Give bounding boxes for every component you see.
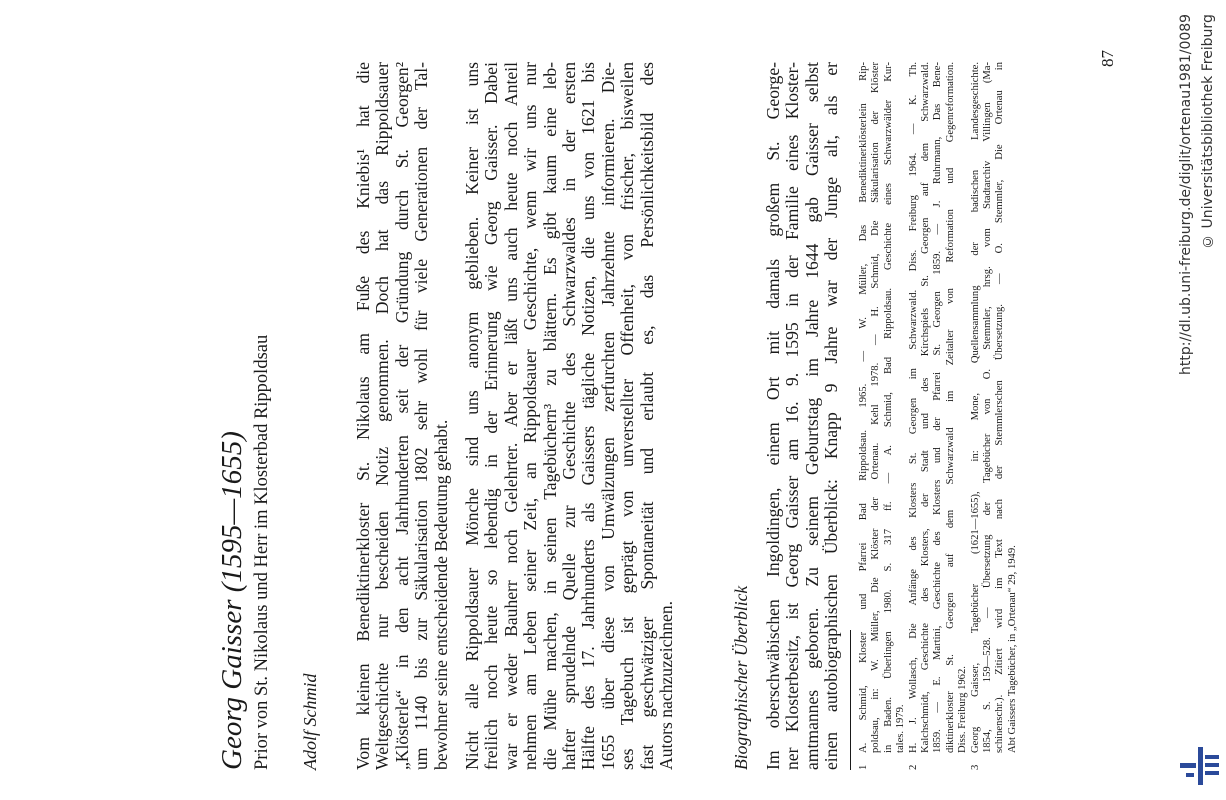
footnote-line: Diss. Freiburg 1962. bbox=[957, 666, 969, 753]
text-line: „Klösterle“ in den acht Jahrhunderten seit der Gründung durch St. Georgen² bbox=[391, 62, 412, 770]
footnote-number: 2 bbox=[907, 764, 919, 770]
text-line: einen autobiographischen Überblick: Knapp 9 Jahre war der Junge alt, als er bbox=[821, 62, 842, 770]
text-line: bewohner seine entscheidende Bedeutung gehabt. bbox=[430, 419, 451, 770]
footnote-line: 1859. — E. Martini, Geschichte des Klosters und der Pfarrei St. Georgen 1859. — J. Ruhrmann, Das Bene- bbox=[932, 62, 944, 753]
text-line: nehmen am Leben seiner Zeit, an Rippoldsauer Geschichte, wenn wir uns nur bbox=[520, 62, 541, 770]
footnote-line: Georg Gaisser, Tagebücher (1621—1655), in: Mone, Quellensammlung der badischen Landesgeschichte. bbox=[969, 62, 981, 753]
article-title: Georg Gaisser (1595—1655) bbox=[216, 431, 248, 770]
footnote-line: A. Schmid, Kloster und Pfarrei Bad Rippoldsau. 1965. — W. Müller, Das Benediktinerklösterlein Rip- bbox=[858, 62, 869, 753]
text-line: ner Klosterbesitz, ist Georg Gaisser am 16. 9. 1595 in der Familie eines Kloster- bbox=[782, 62, 803, 770]
footnote-line: Abt Gaissers Tagebücher, in „Ortenau“ 29, 1949. bbox=[1006, 545, 1018, 753]
section-heading: Biographischer Überblick bbox=[731, 585, 751, 770]
footnote bbox=[858, 62, 908, 770]
source-url[interactable]: http://dl.ub.uni-freiburg.de/diglit/ortenau1981/0089 bbox=[1178, 14, 1194, 376]
footnote-line: in Baden. Überlingen 1980. S. 317 ff. — A. Schmid, Bad Rippoldsau. Geschichte eines Schwarzwälder Kur- bbox=[882, 62, 894, 753]
library-logo-icon bbox=[1178, 745, 1220, 787]
article-subtitle: Prior von St. Nikolaus und Herr im Klosterbad Rippoldsau bbox=[252, 334, 272, 770]
paragraph-3 bbox=[764, 62, 842, 770]
text-line: hafter sprudelnde Quelle zur Geschichte des Schwarzwaldes in der ersten bbox=[558, 62, 579, 770]
footnote-line: Kalchschmidt, Geschichte des Klosters, der Stadt und des Kirchspiels St. Georgen auf dem Schwarzwald. bbox=[919, 62, 931, 753]
footnote-number: 3 bbox=[969, 764, 981, 770]
text-line: die Mühe machen, in seinen Tagebüchern³ zu blättern. Es gibt kaum eine leb- bbox=[539, 62, 560, 770]
footnote bbox=[970, 62, 1020, 770]
footnote-divider bbox=[850, 630, 851, 770]
text-line: war er weder Bauherr noch Gelehrter. Aber er läßt uns auch heute noch Anteil bbox=[500, 62, 521, 770]
footnote-line: schinenschr.). Zitiert wird im Text nach der Stemmlerschen Übersetzung. — O. Stemmler, Die Ortenau in bbox=[994, 62, 1006, 753]
footnote-line: 1854, S. 159—528. — Übersetzung der Tagebücher von O. Stemmler, hrsg. vom Stadtarchiv Villingen (Ma- bbox=[981, 62, 993, 753]
text-line: Vom kleinen Benediktinerkloster St. Nikolaus am Fuße des Kniebis¹ hat die bbox=[353, 62, 373, 770]
text-line: freilich noch heute so lebendig in der Erinnerung wie Georg Gaisser. Dabei bbox=[481, 62, 502, 770]
footnote-line: diktinerkloster St. Georgen auf dem Schwarzwald im Zeitalter von Reformation und Gegenreformation. bbox=[944, 62, 956, 753]
paragraph-1 bbox=[354, 62, 451, 770]
footnote bbox=[908, 62, 970, 770]
text-line: fast geschwätziger Spontaneität und erlaubt es, das Persönlichkeitsbild des bbox=[636, 62, 657, 770]
copyright-notice: © Universitätsbibliothek Freiburg bbox=[1200, 14, 1216, 249]
footnote-line: poldsau, in: W. Müller, Die Klöster der Ortenau. Kehl 1978. — H. Schmid, Die Säkularisation der Klöster bbox=[870, 62, 882, 753]
text-line: 1655 über diese von Umwälzungen zerfurchten Jahrzehnte informieren. Die- bbox=[597, 62, 618, 770]
text-line: Autors nachzuzeichnen. bbox=[655, 600, 676, 770]
text-line: Weltgeschichte nur bescheiden Notiz genommen. Doch hat das Rippoldsauer bbox=[372, 62, 393, 770]
footnote-line: tales. 1979. bbox=[895, 704, 907, 753]
footnotes bbox=[858, 62, 1019, 770]
rotated-page bbox=[214, 50, 1124, 770]
footnote-line: H. J. Wollasch, Die Anfänge des Klosters St. Georgen im Schwarzwald. Diss. Freiburg 1964. — K. Th. bbox=[907, 62, 919, 753]
text-line: amtmannes geboren. Zu seinem Geburtstag im Jahre 1644 gab Gaisser selbst bbox=[801, 62, 822, 770]
paragraph-2 bbox=[463, 62, 676, 770]
text-line: Nicht alle Rippoldsauer Mönche sind uns anonym geblieben. Keiner ist uns bbox=[462, 62, 482, 770]
text-line: Im oberschwäbischen Ingoldingen, einem Ort mit damals großem St. George- bbox=[763, 62, 783, 770]
text-line: ses Tagebuch ist geprägt von unverstellter Offenheit, von frischer, bisweilen bbox=[617, 62, 638, 770]
text-line: Hälfte des 17. Jahrhunderts als Gaissers tägliche Notizen, die uns von 1621 bis bbox=[578, 62, 599, 770]
text-line: um 1140 bis zur Säkularisation 1802 sehr wohl für viele Generationen der Tal- bbox=[411, 62, 432, 770]
page-number: 87 bbox=[1098, 50, 1117, 67]
footnote-number: 1 bbox=[858, 764, 869, 770]
article-author: Adolf Schmid bbox=[300, 673, 320, 770]
